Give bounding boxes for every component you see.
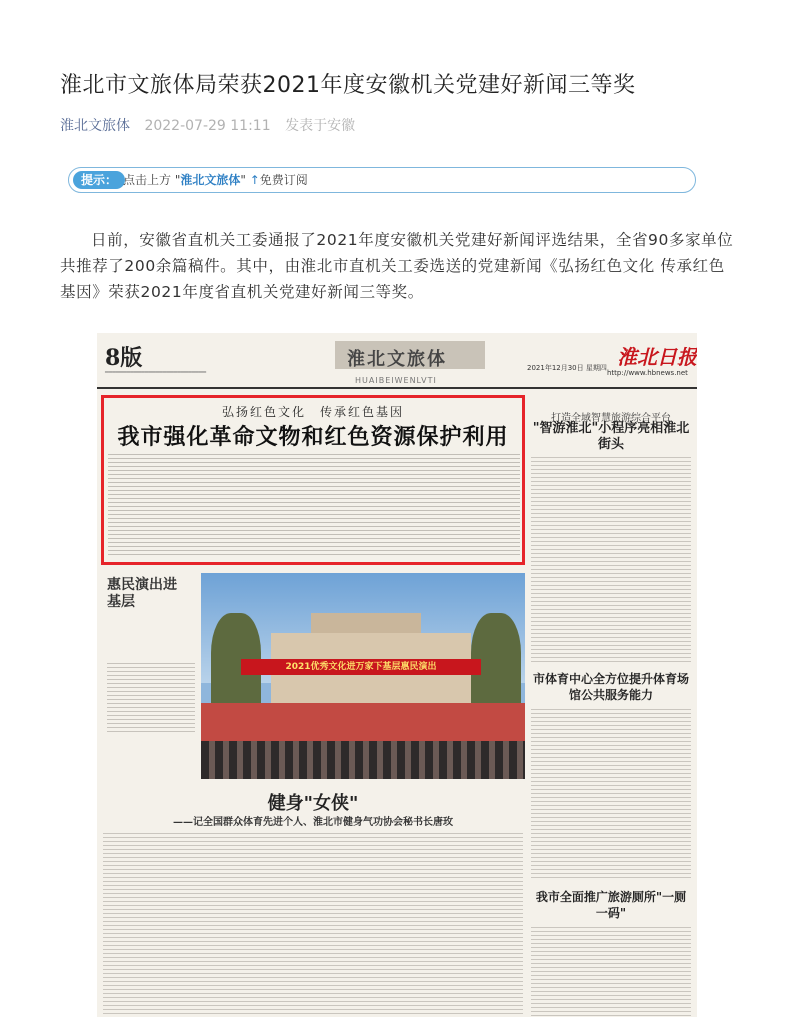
- article-body: 日前，安徽省直机关工委通报了2021年度安徽机关党建好新闻评选结果，全省90多家单位共推荐了200余篇稿件。其中，由淮北市直机关工委选送的党建新闻《弘扬红色文化 传承红色基因》荣获2021年度省直机关党建好新闻三等奖。: [60, 231, 734, 301]
- photo-article: [101, 573, 525, 783]
- headline-kicker: 弘扬红色文化 传承红色基因: [221, 405, 404, 419]
- article-meta: [60, 116, 355, 136]
- tip-action[interactable]: 免费订阅: [259, 173, 308, 187]
- newspaper-logo: 淮北日报: [617, 345, 697, 369]
- feature-columns: [103, 833, 523, 1017]
- account-link[interactable]: 淮北文旅体: [60, 118, 130, 134]
- subscribe-tip[interactable]: [68, 167, 696, 193]
- performance-photo: [201, 573, 525, 779]
- publish-location: 发表于安徽: [285, 118, 356, 134]
- highlighted-article: [101, 395, 525, 565]
- publish-date: 2022-07-29 11:11: [144, 118, 271, 134]
- side-article-title: "智游淮北"小程序亮相淮北街头: [532, 421, 690, 452]
- newspaper-pinyin: HUAIBEIWENLVTI: [355, 376, 437, 385]
- photo-caption: [107, 663, 195, 733]
- side-article-2-title: 市体育中心全方位提升体育场馆公共服务能力: [532, 672, 689, 702]
- newspaper-image: [97, 333, 697, 1017]
- photo-article-title: 惠民演出进基层: [107, 577, 177, 610]
- tip-brand[interactable]: 淮北文旅体: [180, 173, 241, 187]
- side-article-3-title: 我市全面推广旅游厕所"一厕一码": [535, 890, 687, 920]
- newspaper-editor-line: ━━━━━━━━━━━━━━━━━━━━━━━━━━━━: [105, 369, 207, 376]
- newspaper-url: http://www.hbnews.net: [607, 369, 688, 377]
- article-columns: [108, 454, 520, 558]
- headline: 我市强化革命文物和红色资源保护利用: [117, 424, 509, 450]
- newspaper-date: 2021年12月30日 星期四: [527, 364, 607, 372]
- newspaper-page-number: 8版: [105, 345, 143, 371]
- newspaper-section: 淮北文旅体: [347, 349, 447, 370]
- side-article-columns: [531, 457, 691, 663]
- feature-title: 健身"女侠": [267, 793, 359, 814]
- newspaper-header: [97, 333, 697, 389]
- up-arrow-icon: ↑: [249, 173, 260, 187]
- stage-banner: 2021优秀文化进万家下基层惠民演出: [241, 659, 481, 675]
- tip-label: 提示：: [73, 171, 125, 189]
- article-title: 淮北市文旅体局荣获2021年度安徽机关党建好新闻三等奖: [60, 73, 636, 98]
- side-article-2-columns: [531, 709, 691, 879]
- feature-subtitle: ——记全国群众体育先进个人、淮北市健身气功协会秘书长唐玫: [173, 817, 453, 828]
- side-article-kicker: 打造全域智慧旅游综合平台: [551, 413, 671, 424]
- side-article-3-columns: [531, 927, 691, 1017]
- tip-text: 点击上方 "淮北文旅体" ↑免费订阅: [123, 173, 308, 187]
